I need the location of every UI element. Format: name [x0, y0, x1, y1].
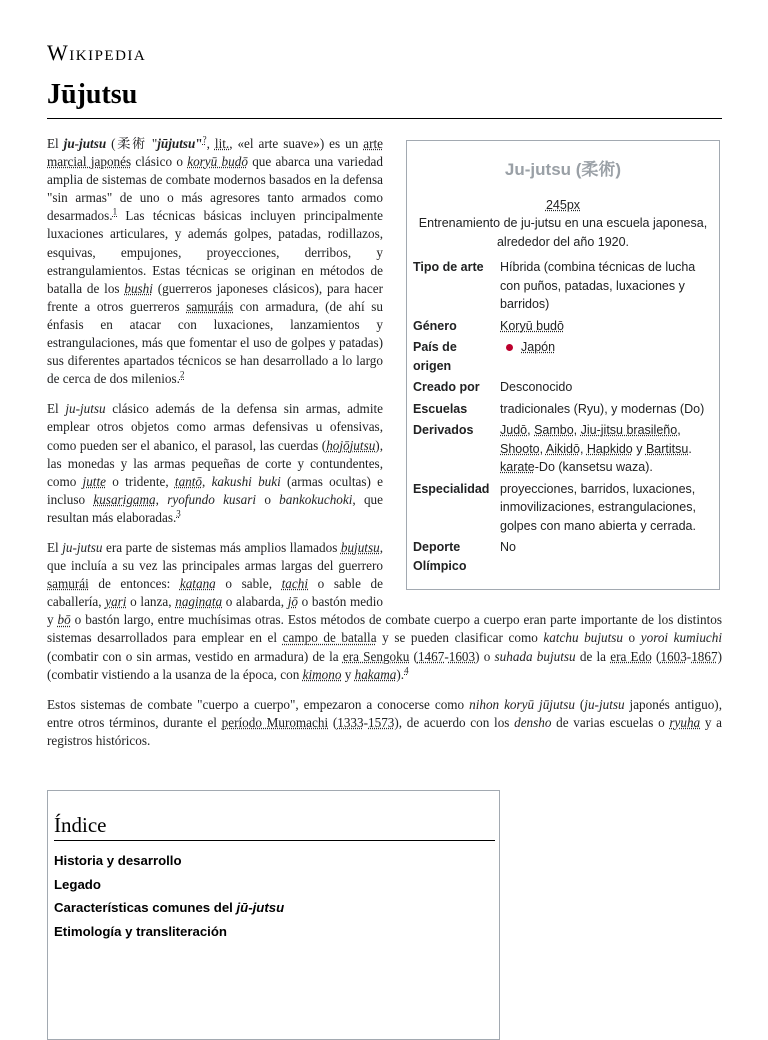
link-yari[interactable]: yari — [105, 594, 127, 610]
infobox-row-creado: Creado por Desconocido — [413, 380, 573, 394]
link-samurais[interactable]: samuráis — [186, 298, 234, 314]
infobox-row-pais: País de origen Japón — [413, 340, 556, 373]
paragraph-2: El ju-jutsu clásico además de la defensa sin armas, admite emplear otros objetos como armas defensivas u ofensivas, como pueden ser el abanico, el parasol, las cuerdas (hojōjutsu), las monedas y las armas pequeñas de corte y contundentes, como jutte o tridente, tantō, kakushi buki (armas ocultas) e incluso kusarigama, ryofundo kusari o bankokuchoki, que resultan más elaboradas.$^3$ — [47, 401, 384, 525]
infobox-row-tipo: Tipo de arte Híbrida (combina técnicas de lucha con puños, patadas, luxaciones y barridos) — [413, 260, 696, 311]
pronunciation-link[interactable]: ? — [202, 134, 207, 145]
ref-3[interactable]: 3 — [176, 508, 181, 519]
ref-1[interactable]: 1 — [112, 206, 118, 217]
link-arte-marcial[interactable]: arte marcial japonés — [47, 136, 383, 170]
link-koryu-budo[interactable]: koryū budō — [187, 154, 248, 170]
link-era-edo[interactable]: era Edo — [610, 648, 652, 664]
toc-item-historia[interactable]: Historia y desarrollo — [54, 853, 182, 868]
link-tachi[interactable]: tachi — [281, 576, 308, 592]
infobox — [406, 140, 720, 590]
ref-2[interactable]: 2 — [179, 369, 185, 380]
link-samurai[interactable]: samurái — [47, 576, 89, 592]
link-ryuha[interactable]: ryuha — [669, 714, 701, 730]
infobox-caption: Entrenamiento de ju-jutsu en una escuela japonesa, alrededor del año 1920. — [418, 216, 708, 249]
link-bushi[interactable]: bushi — [124, 280, 153, 296]
japan-flag-icon — [506, 344, 513, 351]
link-1867[interactable]: 1867 — [691, 648, 718, 664]
link-hakama[interactable]: hakama — [354, 666, 397, 682]
link-judo[interactable]: Judō — [500, 423, 528, 437]
infobox-title: Ju-jutsu (柔術) — [504, 160, 622, 179]
link-periodo-muromachi[interactable]: período Muromachi — [221, 714, 329, 730]
infobox-image-link[interactable]: 245px — [545, 198, 581, 212]
paragraph-1: El ju-jutsu (柔術 "jūjutsu"?, lit., «el arte suave») es un arte marcial japonés clásico o koryū budō que abarca una variedad amplia de sistemas de combate modernos basados en la defensa "sin armas" de uno o más agresores tanto armados como desarmados.$^1$ Las técnicas básicas incluyen principalmente luxaciones articulares, y además golpes, patadas, rodillazos, esquivas, empujones, proyecciones, derribos, y estrangulamientos. Estas técnicas se originan en métodos de batalla de los bushi (guerreros japoneses clásicos), para hacer frente a otros guerreros samuráis con armadura, (de ahí su énfasis en atacar con luxaciones, lanzamientos y estrangulaciones, más que fomentar el uso de golpes y patadas) sus diferentes apartados técnicos se han desarrollado a lo largo de cerca de dos milenios.$^2$ — [47, 134, 383, 387]
link-kusarigama[interactable]: kusarigama — [93, 491, 156, 507]
link-1333[interactable]: 1333 — [337, 714, 364, 730]
link-jutte[interactable]: jutte — [82, 473, 106, 489]
link-jo[interactable]: jō — [287, 594, 298, 610]
link-hojojutsu[interactable]: hojōjutsu — [326, 437, 376, 453]
link-campo-de-batalla[interactable]: campo de batalla — [282, 630, 377, 646]
link-japon[interactable]: Japón — [521, 340, 556, 354]
infobox-row-especialidad: Especialidad proyecciones, barridos, luxaciones, inmovilizaciones, estrangulaciones, golpes con mano abierta y cerrada. — [413, 481, 696, 533]
page-title: Jūjutsu — [47, 78, 722, 119]
link-hapkido[interactable]: Hapkido — [586, 441, 633, 456]
paragraph-4: Estos sistemas de combate "cuerpo a cuerpo", empezaron a conocerse como nihon koryū jūjutsu (ju-jutsu japonés antiguo), entre otros términos, durante el período Muromachi (1333-1573), de acuerdo con los densho de varias escuelas o ryuha y a registros históricos. — [47, 696, 722, 748]
lit-link[interactable]: lit. — [214, 136, 230, 151]
link-1603b[interactable]: 1603 — [660, 648, 687, 664]
toc-item-etimologia[interactable]: Etimología y transliteración — [54, 923, 227, 939]
link-era-sengoku[interactable]: era Sengoku — [342, 648, 410, 664]
link-bo[interactable]: bō — [57, 612, 71, 628]
link-1603[interactable]: 1603 — [448, 648, 476, 664]
link-katana[interactable]: katana — [179, 576, 216, 592]
infobox-row-olimpico: Deporte Olímpico No — [413, 540, 516, 573]
paragraph-3: El ju-jutsu era parte de sistemas más amplios llamados bujutsu, que incluía a su vez las principales armas largas del guerrero samurái de entonces: katana o sable, tachi o sable de caballería, yari o lanza, naginata o alabarda, jō o bastón medio y bō o bastón largo, entre muchísimas otras. Estos métodos de combate cuerpo a cuerpo eran parte importante de los distintos sistemas desarrollados para emplear en el campo de batalla y se pueden clasificar como katchu bujutsu o yoroi kumiuchi (combatir con o sin armas, vestido en armadura) de la era Sengoku (1467-1603) o suhada bujutsu de la era Edo (1603-1867) (combatir vistiendo a la usanza de la época, con kimono y hakama).$^4$ — [47, 539, 723, 682]
toc-item-caracteristicas[interactable]: Características comunes del jū-jutsu — [54, 900, 285, 916]
link-genero[interactable]: Koryū budō — [500, 318, 564, 333]
link-kimono[interactable]: kimono — [302, 666, 342, 682]
link-karate[interactable]: karate — [500, 460, 535, 474]
link-sambo[interactable]: Sambo — [534, 423, 574, 437]
link-naginata[interactable]: naginata — [175, 594, 223, 610]
link-1467[interactable]: 1467 — [417, 648, 445, 664]
link-bjj[interactable]: Jiu-jitsu brasileño — [580, 423, 678, 437]
ref-4[interactable]: 4 — [404, 665, 409, 676]
link-aikido[interactable]: Aikidō — [545, 441, 580, 456]
link-tanto[interactable]: tantō — [174, 473, 203, 489]
link-shooto[interactable]: Shooto — [500, 441, 540, 456]
link-bujutsu[interactable]: bujutsu — [340, 539, 380, 555]
link-1573[interactable]: 1573 — [368, 714, 395, 730]
table-of-contents — [47, 790, 500, 1040]
toc-item-legado[interactable]: Legado — [54, 876, 101, 892]
toc-title: Índice — [54, 813, 495, 841]
link-bartitsu[interactable]: Bartitsu — [645, 441, 689, 456]
infobox-row-derivados: Derivados Judō, Sambo, Jiu-jitsu brasileño, Shooto, Aikidō, Hapkido y Bartitsu. karate-Do (kansetsu waza). — [413, 423, 692, 474]
wikipedia-wordmark[interactable]: Wikipedia — [47, 40, 147, 65]
infobox-row-escuelas: Escuelas tradicionales (Ryu), y modernas (Do) — [413, 401, 705, 416]
infobox-row-genero: Género Koryū budō — [413, 318, 564, 333]
